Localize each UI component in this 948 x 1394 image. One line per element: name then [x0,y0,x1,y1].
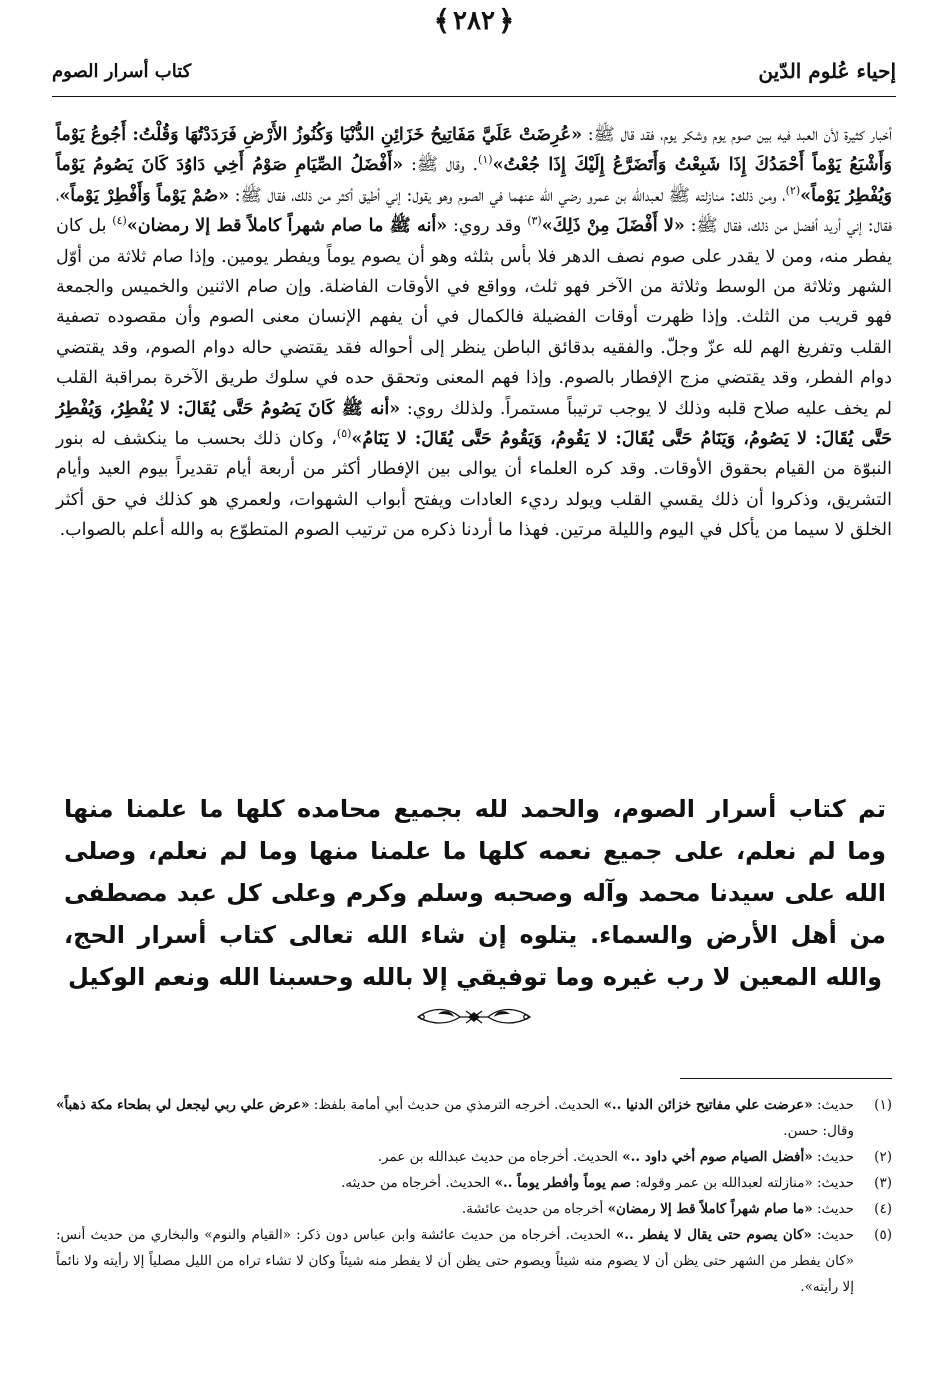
footnote-body: الحديث. أخرجاه من حديثه. [341,1175,495,1191]
footnote-text [56,1144,854,1170]
footnote-text [56,1092,854,1144]
footnote-number: (٤) [874,1201,892,1217]
footnote-number: (٥) [874,1227,892,1243]
footnote [56,1222,892,1300]
colophon: تم كتاب أسرار الصوم، والحمد لله بجميع محامده كلها ما علمنا منها وما لم نعلم، على جميع نعمه كلها ما علمنا منها وما لم نعلم، وصلى الله على سيدنا محمد وآله وصحبه وسلم وكرم وعلى كل عبد مصطفى من أهل الأرض والسماء. يتلوه إن شاء الله تعالى كتاب أسرار الحج، والله المعين لا رب غيره وما توفيقي إلا بالله وحسبنا الله ونعم الوكيل [64,795,886,991]
footnote-ref: (١) [478,153,493,167]
footnote [56,1196,892,1222]
body-text: ، وكان ذلك بحسب ما ينكشف له بنور النبوّة من القيام بحقوق الأوقات. وقد كره العلماء أن يوالى بين الإفطار أكثر من أربعة أيام تقديراً بيوم العيد وأيام التشريق، وذكروا أن ذلك يقسي القلب ويولد رديء العادات ويفتح أبواب الشهوات، ولعمري هو كذلك في حق أكثر الخلق لا سيما من يأكل في اليوم والليلة مرتين. فهذا ما أردنا ذكره من ترتيب الصوم المتطوّع به والله أعلم بالصواب. [56,429,892,541]
footnote-body: حديث: [812,1097,854,1113]
hadith-quote: «صُمْ يَوْماً وَأَفْطِرْ يَوْماً» [59,185,230,206]
running-header [52,48,896,94]
hadith-quote: «عُرِضَتْ عَلَيَّ مَفَاتِيحُ خَزَائِنِ الدُّنْيَا وَكُنُوزُ الأَرْضِ فَرَدَدْتُهَا وَقُلْتُ: أَجُوعُ يَوْماً وَأَشْبَعُ يَوْماً أَحْمَدُكَ إِذَا شَبِعْتُ وَأَتَضَرَّعُ إِلَيْكَ إِذَا جُعْتُ» [56,125,893,176]
hadith-quote: «أنه ﷺ كَانَ يَصُومُ حَتَّى يُقَالَ: لا يُفْطِرُ، وَيُفْطِرُ حَتَّى يُقَالَ: لا يَصُومُ، وَيَنَامُ حَتَّى يُقَالَ: لا يَقُومُ، وَيَقُومُ حَتَّى يُقَالَ: لا يَنَامُ» [56,398,893,450]
footnote-divider [680,1078,892,1079]
decorative-ornament-icon [414,1003,534,1031]
footnote-body: حديث: [811,1227,854,1243]
hadith-quote: «أنه ﷺ ما صام شهراً كاملاً قط إلا رمضان» [126,216,448,237]
footnote-quote: «أفضل الصيام صوم أخي داود ..» [622,1149,813,1165]
main-paragraph [56,120,892,546]
book-title: إحياء عُلوم الدّين [758,59,896,83]
footnote-quote: «عرض علي ربي ليجعل لي بطحاء مكة ذهباً» [56,1097,310,1113]
footnote-body: الحديث. أخرجاه من حديث عبدالله بن عمر. [377,1149,623,1165]
body-text: ، ومن ذلك: منازلته ﷺ لعبدالله بن عمرو رضي الله عنهما في الصوم وهو يقول: إني أطيق أكثر من ذلك، فقال ﷺ: [229,185,786,206]
body-text: أخبار كثيرة لأن العبد فيه بين صوم يوم وشكر يوم، فقد قال ﷺ: [582,125,893,145]
header-divider [52,96,896,97]
hadith-quote: «لا أَفْضَلَ مِنْ ذَلِكَ» [541,216,685,237]
footnotes [56,1092,892,1300]
page-number-value: ٢٨٢ [453,5,495,36]
footnote [56,1144,892,1170]
footnote-body: الحديث. أخرجه الترمذي من حديث أبي أمامة بلفظ: [309,1097,604,1113]
hadith-quote: «أَفْضَلُ الصِّيَامِ صَوْمُ أَخِي دَاوُدَ كَانَ يَصُومُ يَوْماً وَيُفْطِرُ يَوْماً» [56,155,892,206]
footnote-ref: (٢) [785,183,801,197]
body-text: بل كان يفطر منه، ومن لا يقدر على صوم نصف الدهر فلا بأس بثلثه وهو أن يصوم يوماً ويفطر يومين. وإذا صام ثلاثة من أوّل الشهر وثلاثة من الوسط وثلاثة من الآخر فهو ثلث، وواقع في الأوقات الفاضلة. وإن صام الاثنين والخميس والجمعة فهو قريب من الثلث. وإذا ظهرت أوقات الفضيلة فالكمال في أن يفهم الإنسان معنى الصوم وأن مقصوده تصفية القلب وتفريغ الهم لله عزّ وجلّ. والفقيه بدقائق الباطن ينظر إلى أحواله فقد يقتضي حاله دوام الصوم، وقد يقتضي دوام الفطر، وقد يقتضي مزج الإفطار بالصوم. وإذا فهم المعنى وتحقق حده في سلوك طريق الآخرة بمراقبة القلب لم يخف عليه صلاح قلبه وذلك لا يوجب ترتيباً مستمراً. ولذلك روي: [56,216,892,419]
footnote-number: (١) [874,1097,892,1113]
footnote-ref: (٤) [112,214,127,228]
body-text: وقد روي: [447,216,528,237]
ornate-bracket-left-icon: ﴾ [433,4,451,37]
footnote-text [56,1222,854,1300]
footnote-text [56,1170,854,1196]
page-number [431,4,518,37]
footnote-body: أخرجاه من حديث عائشة. [461,1201,608,1217]
footnote-number: (٣) [874,1175,892,1191]
footnote-body: حديث: [812,1201,854,1217]
main-text [56,120,892,546]
footnote-quote: صم يوماً وأفطر يوماً ..» [494,1175,632,1191]
footnote [56,1170,892,1196]
footnote-quote: «كان يصوم حتى يقال لا يفطر ..» [615,1227,812,1243]
footnote-body: وقال: حسن. [783,1123,854,1139]
footnote-quote: «ما صام شهراً كاملاً قط إلا رمضان» [607,1201,813,1217]
body-text: . وقال ﷺ: [403,155,479,176]
footnote-body: الحديث. أخرجاه من حديث عائشة وابن عباس دون ذكر: «القيام والنوم» والبخاري من حديث أنس: «كان يفطر من الشهر حتى يظن أن لا يصوم منه شيئاً ويصوم حتى يظن أن لا يفطر منه شيئاً وكان لا تشاء تراه من الليل مصلياً إلا رأيته ولا نائماً إلا رأيته». [56,1227,854,1295]
footnote-quote: «عرضت علي مفاتيح خزائن الدنيا ..» [603,1097,813,1113]
chapter-title: كتاب أسرار الصوم [52,60,192,82]
footnote [56,1092,892,1144]
footnote-body: حديث: «منازلته لعبدالله بن عمر وقوله: [631,1175,854,1191]
body-text: ، فقال: إني أريد أفضل من ذلك، فقال ﷺ: [56,185,893,237]
footnote-number: (٢) [874,1149,892,1165]
ornate-bracket-right-icon: ﴿ [497,4,515,37]
footnote-body: حديث: [812,1149,854,1165]
footnote-ref: (٣) [527,214,542,228]
footnote-ref: (٥) [336,427,352,441]
footnote-text [56,1196,854,1222]
